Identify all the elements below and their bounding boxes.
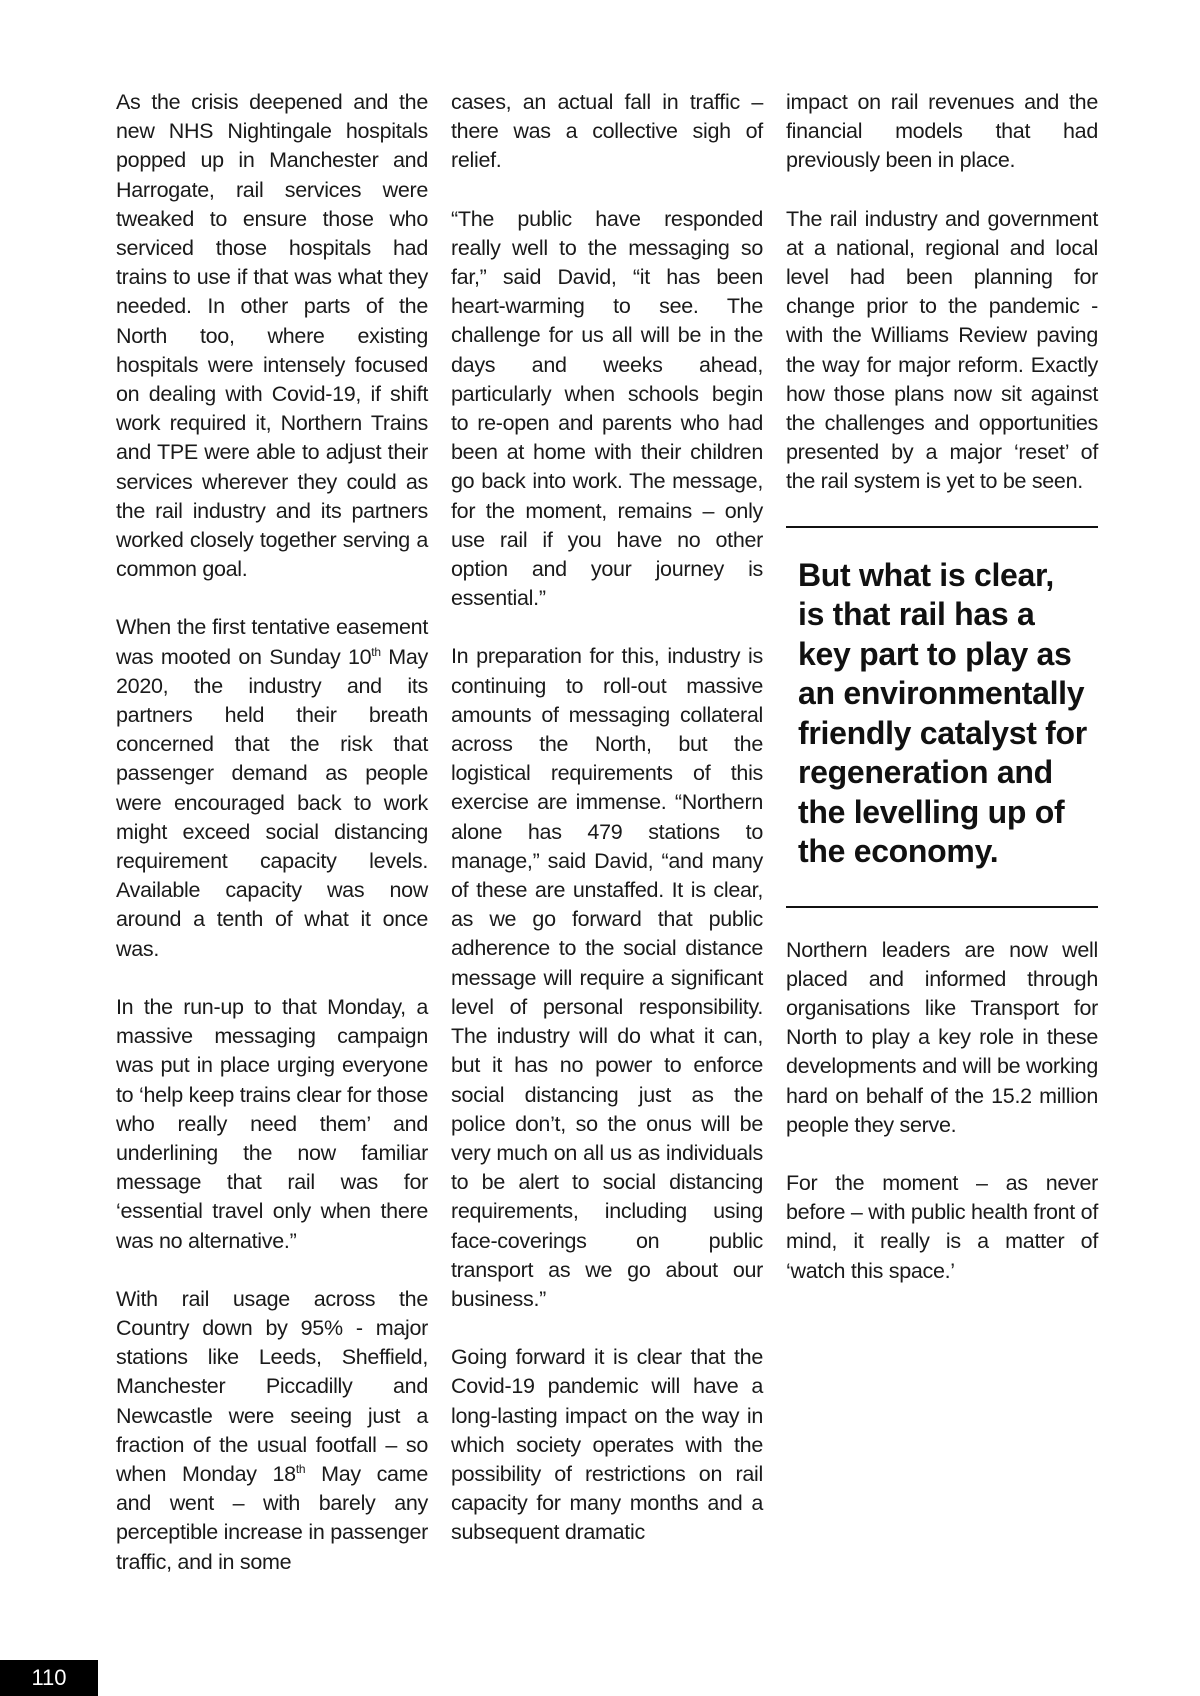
- paragraph: Going forward it is clear that the Covid-19 pandemic will have a long-lasting impact on the way in which society operates with the possibility of restrictions on rail capacity for many months and a subsequent dramatic: [451, 1345, 763, 1545]
- paragraph: As the crisis deepened and the new NHS Nightingale hospitals popped up in Manchester and Harrogate, rail services were tweaked to ensure those who serviced those hospitals had trains to use if that was what they needed. In other parts of the North too, where existing hospitals were intensely focused on dealing with Covid-19, if shift work required it, Northern Trains and TPE were able to adjust their services wherever they could as the rail industry and its partners worked closely together serving a common goal.: [116, 90, 428, 582]
- superscript: th: [295, 1461, 306, 1476]
- column-3: [786, 88, 1098, 1315]
- paragraph: In the run-up to that Monday, a massive messaging campaign was put in place urging everyone to ‘help keep trains clear for those who really need them’ and underlining the now familiar message that rail was for ‘essential travel only when there was no alternative.”: [116, 994, 428, 1253]
- paragraph: “The public have responded really well to the messaging so far,” said David, “it has been heart-warming to see. The challenge for us all will be in the days and weeks ahead, particularly when schools begin to re-open and parents who had been at home with their children go back into work. The message, for the moment, remains – only use rail if you have no other option and your journey is essential.”: [451, 206, 763, 611]
- paragraph: When the first tentative easement was mooted on Sunday 10th May 2020, the industry and its partners held their breath concerned that the risk that passenger demand as people were encouraged back to work might exceed social distancing requirement capacity levels. Available capacity was now around a tenth of what it once was.: [116, 615, 428, 961]
- paragraph: For the moment – as never before – with public health front of mind, it really is a matter of ‘watch this space.’: [786, 1171, 1098, 1283]
- pull-quote: But what is clear, is that rail has a key part to play as an environmentally friendly catalyst for regeneration and the levelling up of the economy.: [798, 556, 1087, 870]
- pull-quote-bottom-rule: [786, 906, 1098, 908]
- page-number: 110: [0, 1660, 98, 1696]
- paragraph: impact on rail revenues and the financial models that had previously been in place.: [786, 90, 1098, 173]
- paragraph: cases, an actual fall in traffic – there was a collective sigh of relief.: [451, 90, 763, 173]
- paragraph: With rail usage across the Country down by 95% - major stations like Leeds, Sheffield, Manchester Piccadilly and Newcastle were seeing just a fraction of the usual footfall – so when Monday 18th May came and went – with barely any perceptible increase in passenger traffic, and in some: [116, 1286, 428, 1574]
- superscript: th: [371, 644, 381, 659]
- column-2: [451, 88, 763, 1577]
- column-1: [116, 88, 428, 1606]
- paragraph: In preparation for this, industry is continuing to roll-out massive amounts of messaging collateral across the North, but the logistical requirements of this exercise are immense. “Northern alone has 479 stations to manage,” said David, “and many of these are unstaffed. It is clear, as we go forward that public adherence to the social distance message will require a significant level of personal responsibility. The industry will do what it can, but it has no power to enforce social distancing just as the police don’t, so the onus will be very much on all us as individuals to be alert to social distancing requirements, including using face-coverings on public transport as we go about our business.”: [451, 644, 763, 1311]
- paragraph: The rail industry and government at a national, regional and local level had been planning for change prior to the pandemic - with the Williams Review paving the way for major reform. Exactly how those plans now sit against the challenges and opportunities presented by a major ‘reset’ of the rail system is yet to be seen.: [786, 206, 1098, 494]
- paragraph: Northern leaders are now well placed and informed through organisations like Transport for North to play a key role in these developments and will be working hard on behalf of the 15.2 million people they serve.: [786, 937, 1098, 1137]
